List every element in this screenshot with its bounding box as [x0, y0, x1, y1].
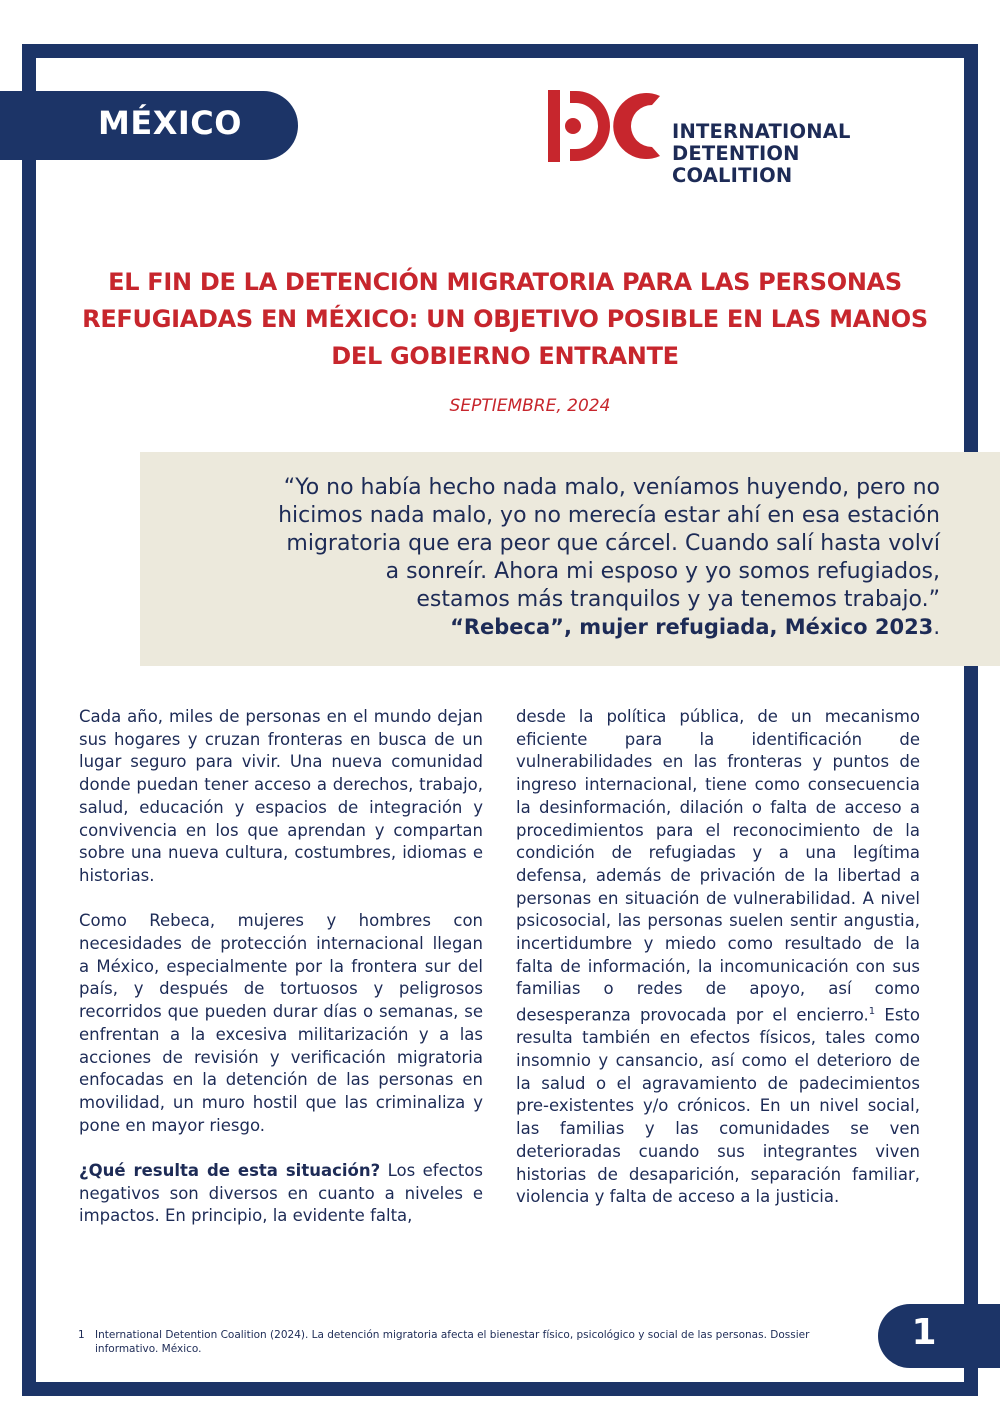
- page-title: [70, 264, 940, 375]
- publication-date: SEPTIEMBRE, 2024: [449, 396, 611, 416]
- quote-text: [200, 474, 940, 614]
- idc-logo: [546, 86, 926, 187]
- quote-line: estamos más tranquilos y ya tenemos trabajo.”: [416, 587, 940, 612]
- quote-line: hicimos nada malo, yo no merecía estar ahí en esa estación: [278, 503, 940, 528]
- quote-line: “Yo no había hecho nada malo, veníamos huyendo, pero no: [283, 475, 940, 500]
- country-label: MÉXICO: [98, 104, 242, 142]
- org-name-line2: DETENTION COALITION: [672, 142, 800, 187]
- footnote-text: International Detention Coalition (2024). La detención migratoria afecta el bienestar físico, psicológico y social de las personas. Dossier informativo. México.: [95, 1329, 810, 1355]
- footnote: [78, 1328, 838, 1356]
- quote-attribution-text: “Rebeca”, mujer refugiada, México 2023: [450, 615, 934, 639]
- paragraph: Cada año, miles de personas en el mundo dejan sus hogares y cruzan fronteras en busca de un lugar seguro para vivir. Una nueva comunidad donde puedan tener acceso a derechos, trabajo, salud, educación y espacios de integración y convivencia en los que aprendan y compartan sobre una nueva cultura, costumbres, idiomas e historias.: [79, 707, 483, 885]
- quote-attribution-end: .: [933, 615, 940, 639]
- paragraph-text: Los efectos negativos son diversos en cuanto a niveles e impactos. En principio, la evidente falta,: [79, 1161, 483, 1226]
- org-name-line1: INTERNATIONAL: [672, 120, 851, 143]
- idc-logo-mark: [546, 86, 666, 166]
- org-name: [672, 121, 926, 187]
- question-heading: ¿Qué resulta de esta situación?: [79, 1161, 381, 1181]
- footnote-ref: 1: [868, 1006, 876, 1018]
- title-line-3: DEL GOBIERNO ENTRANTE: [331, 342, 679, 370]
- footnote-number: 1: [78, 1329, 85, 1341]
- page-number: 1: [911, 1312, 937, 1353]
- paragraph: [79, 1160, 483, 1228]
- quote-box: [140, 452, 1000, 666]
- paragraph: [516, 706, 920, 1209]
- body-column-right: [516, 706, 920, 1232]
- body-column-left: [79, 706, 483, 1251]
- paragraph-text: Esto resulta también en efectos físicos, tales como insomnio y cansancio, así como el deterioro de la salud o el agravamiento de padecimientos pre-existentes y/o crónicos. En un nivel social, las familias y las comunidades se ven deterioradas cuando sus integrantes viven historias de desaparición, separación familiar, violencia y falta de acceso a la justicia.: [516, 1005, 920, 1207]
- quote-attribution: [200, 615, 940, 639]
- title-line-1: EL FIN DE LA DETENCIÓN MIGRATORIA PARA LAS PERSONAS: [108, 268, 902, 296]
- paragraph: Como Rebeca, mujeres y hombres con necesidades de protección internacional llegan a México, especialmente por la frontera sur del país, y después de tortuosos y peligrosos recorridos que pueden durar días o semanas, se enfrentan a la excesiva militarización y a las acciones de revisión y verificación migratoria enfocadas en la detención de las personas en movilidad, un muro hostil que las criminaliza y pone en mayor riesgo.: [79, 911, 483, 1135]
- title-line-2: REFUGIADAS EN MÉXICO: UN OBJETIVO POSIBLE EN LAS MANOS: [82, 305, 928, 333]
- quote-line: migratoria que era peor que cárcel. Cuando salí hasta volví: [286, 531, 940, 556]
- paragraph-text: desde la política pública, de un mecanismo eficiente para la identificación de vulnerabilidades en las fronteras y puntos de ingreso internacional, tiene como consecuencia la desinformación, dilación o falta de acceso a procedimientos para el reconocimiento de la condición de refugiadas y a una legítima defensa, además de privación de la libertad a personas en situación de vulnerabilidad. A nivel psicosocial, las personas suelen sentir angustia, incertidumbre y miedo como resultado de la falta de información, la incomunicación con sus familias o redes de apoyo, así como desesperanza provocada por el encierro.: [516, 707, 920, 1025]
- quote-line: a sonreír. Ahora mi esposo y yo somos refugiados,: [385, 559, 940, 584]
